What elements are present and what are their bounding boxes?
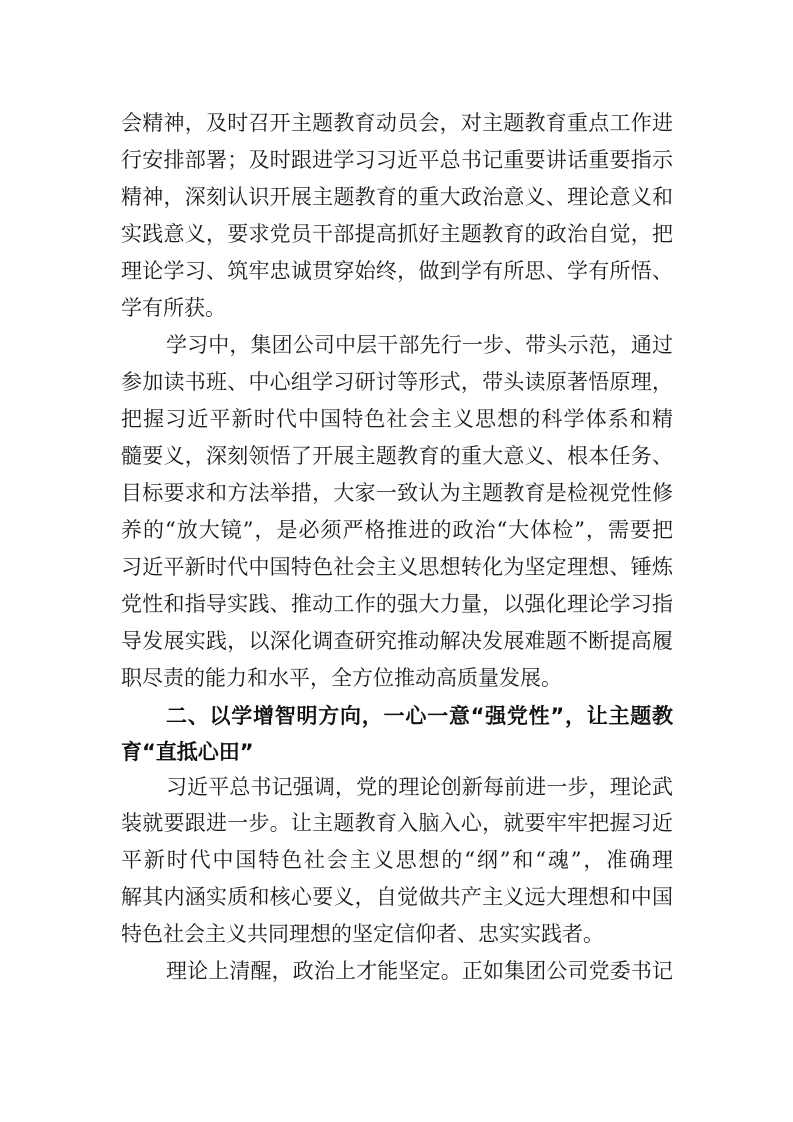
text-line: 行安排部署；及时跟进学习习近平总书记重要讲话重要指示	[121, 148, 673, 172]
text-line: 精神，深刻认识开展主题教育的重大政治意义、理论意义和	[121, 185, 673, 209]
text-line: 养的“放大镜”，是必须严格推进的政治“大体检”，需要把	[121, 518, 673, 542]
text-line: 理论上清醒，政治上才能坚定。正如集团公司党委书记	[166, 959, 673, 983]
heading-line: 育“直抵心田”	[121, 740, 254, 764]
text-line: 导发展实践，以深化调查研究推动解决发展难题不断提高履	[121, 629, 673, 653]
text-line: 学习中，集团公司中层干部先行一步、带头示范，通过	[166, 333, 673, 357]
text-line: 理论学习、筑牢忠诚贯穿始终，做到学有所思、学有所悟、	[121, 259, 673, 283]
text-line: 习近平总书记强调，党的理论创新每前进一步，理论武	[166, 775, 673, 799]
heading-line: 二、以学增智明方向，一心一意“强党性”，让主题教	[166, 704, 673, 728]
text-line: 学有所获。	[121, 296, 226, 320]
text-line: 平新时代中国特色社会主义思想的“纲”和“魂”，准确理	[121, 848, 673, 872]
text-line: 习近平新时代中国特色社会主义思想转化为坚定理想、锤炼	[121, 555, 673, 579]
text-line: 党性和指导实践、推动工作的强大力量，以强化理论学习指	[121, 592, 673, 616]
text-line: 把握习近平新时代中国特色社会主义思想的科学体系和精	[121, 407, 673, 431]
text-line: 目标要求和方法举措，大家一致认为主题教育是检视党性修	[121, 481, 673, 505]
text-line: 髓要义，深刻领悟了开展主题教育的重大意义、根本任务、	[121, 444, 673, 468]
text-line: 实践意义，要求党员干部提高抓好主题教育的政治自觉，把	[121, 222, 673, 246]
text-line: 会精神，及时召开主题教育动员会，对主题教育重点工作进	[121, 111, 673, 135]
text-line: 装就要跟进一步。让主题教育入脑入心，就要牢牢把握习近	[121, 811, 673, 835]
text-line: 参加读书班、中心组学习研讨等形式，带头读原著悟原理，	[121, 370, 673, 394]
text-line: 特色社会主义共同理想的坚定信仰者、忠实实践者。	[121, 922, 604, 946]
text-line: 解其内涵实质和核心要义，自觉做共产主义远大理想和中国	[121, 885, 673, 909]
text-line: 职尽责的能力和水平，全方位推动高质量发展。	[121, 666, 562, 690]
